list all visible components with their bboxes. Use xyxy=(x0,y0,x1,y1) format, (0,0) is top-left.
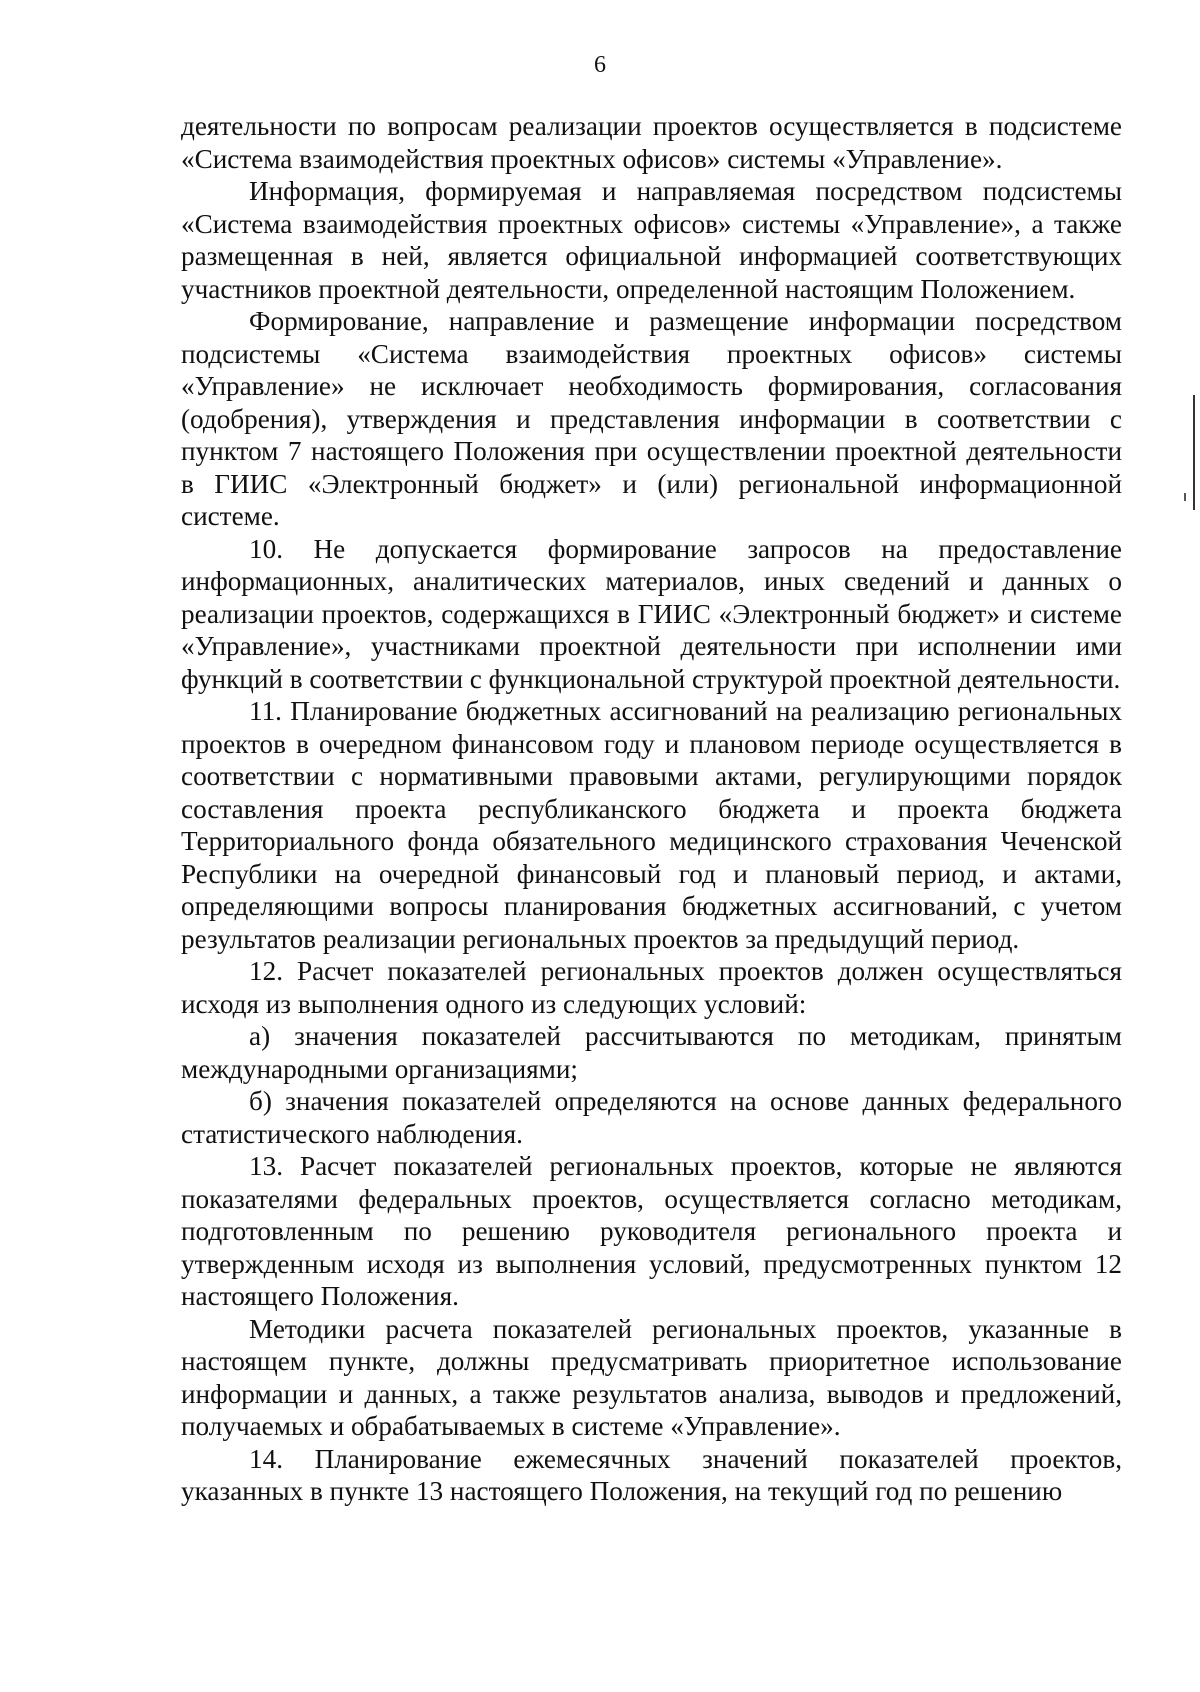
document-body xyxy=(181,110,1122,1508)
paragraph: Информация, формируемая и направляемая посредством подсистемы «Система взаимодействия проектных офисов» системы «Управление», а также размещенная в ней, является официальной информацией соответствующих участников проектной деятельности, определенной настоящим Положением. xyxy=(181,176,1122,304)
paragraph: 12. Расчет показателей региональных проектов должен осуществляться исходя из выполнения одного из следующих условий: xyxy=(181,956,1122,1019)
page-number: 6 xyxy=(594,52,606,78)
paragraph: 10. Не допускается формирование запросов на предоставление информационных, аналитических материалов, иных сведений и данных о реализации проектов, содержащихся в ГИИС «Электронный бюджет» и системе «Управление», участниками проектной деятельности при исполнении ими функций в соответствии с функциональной структурой проектной деятельности. xyxy=(181,533,1122,694)
paragraph: 14. Планирование ежемесячных значений показателей проектов, указанных в пункте 13 настоящего Положения, на текущий год по решению xyxy=(181,1443,1122,1506)
paragraph: Методики расчета показателей региональных проектов, указанные в настоящем пункте, должны предусматривать приоритетное использование информации и данных, а также результатов анализа, выводов и предложений, получаемых и обрабатываемых в системе «Управление». xyxy=(181,1313,1122,1441)
scan-margin-mark xyxy=(1193,395,1195,510)
paragraph: Формирование, направление и размещение информации посредством подсистемы «Система взаимодействия проектных офисов» системы «Управление» не исключает необходимость формирования, согласования (одобрения), утверждения и представления информации в соответствии с пунктом 7 настоящего Положения при осуществлении проектной деятельности в ГИИС «Электронный бюджет» и (или) региональной информационной системе. xyxy=(181,306,1122,531)
scan-margin-dot xyxy=(1184,493,1186,501)
paragraph: б) значения показателей определяются на основе данных федерального статистического наблюдения. xyxy=(181,1086,1122,1149)
paragraph: а) значения показателей рассчитываются по методикам, принятым международными организациями; xyxy=(181,1021,1122,1084)
paragraph: 11. Планирование бюджетных ассигнований на реализацию региональных проектов в очередном финансовом году и плановом периоде осуществляется в соответствии с нормативными правовыми актами, регулирующими порядок составления проекта республиканского бюджета и проекта бюджета Территориального фонда обязательного медицинского страхования Чеченской Республики на очередной финансовый год и плановый период, и актами, определяющими вопросы планирования бюджетных ассигнований, с учетом результатов реализации региональных проектов за предыдущий период. xyxy=(181,696,1122,954)
paragraph: 13. Расчет показателей региональных проектов, которые не являются показателями федеральных проектов, осуществляется согласно методикам, подготовленным по решению руководителя регионального проекта и утвержденным исходя из выполнения условий, предусмотренных пунктом 12 настоящего Положения. xyxy=(181,1151,1122,1311)
paragraph: деятельности по вопросам реализации проектов осуществляется в подсистеме «Система взаимодействия проектных офисов» системы «Управление». xyxy=(181,111,1122,174)
